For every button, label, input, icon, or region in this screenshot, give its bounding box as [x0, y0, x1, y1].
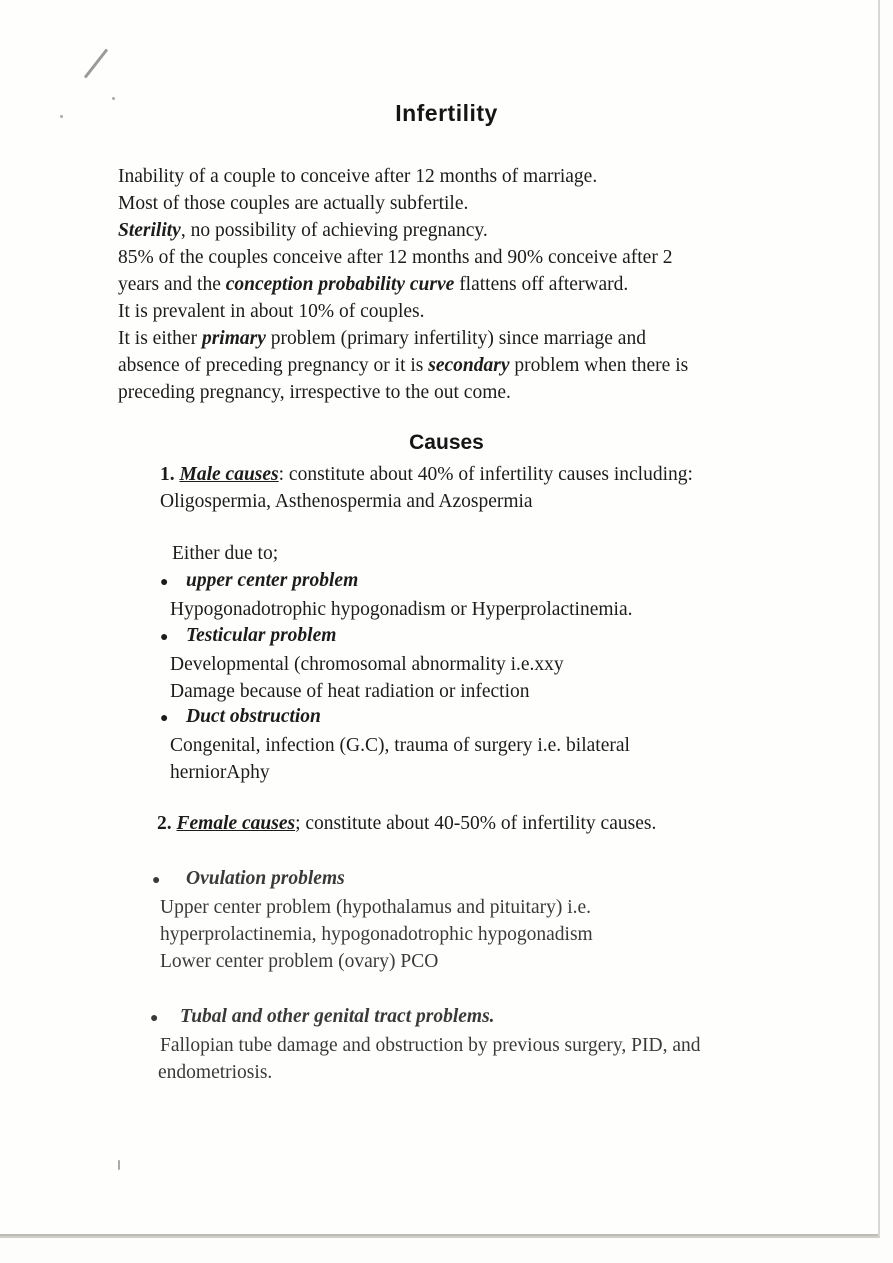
bullet-icon: ● [160, 630, 169, 645]
bullet-title: Ovulation problems [186, 868, 345, 889]
bullet-line: Damage because of heat radiation or infection [170, 681, 530, 702]
bullet-title: Testicular problem [186, 625, 337, 646]
intro-line: preceding pregnancy, irrespective to the out come. [118, 382, 511, 403]
female-causes-section [157, 810, 847, 837]
intro-text: absence of preceding pregnancy or it is [118, 355, 429, 376]
bullet-line: Upper center problem (hypothalamus and pituitary) i.e. [160, 897, 592, 918]
bullet-title: Duct obstruction [186, 706, 321, 727]
page-title: Infertility [395, 100, 498, 126]
intro-line [118, 217, 808, 244]
intro-line [118, 325, 808, 352]
male-cause-item [160, 703, 840, 786]
bullet-icon: ● [150, 1011, 159, 1026]
section-number: 1. [160, 464, 180, 485]
intro-text: , no possibility of achieving pregnancy. [180, 220, 488, 241]
bullet-icon: ● [152, 873, 161, 888]
bullet-line: Hypogonadotrophic hypogonadism or Hyperprolactinemia. [170, 599, 633, 620]
intro-text: years and the [118, 274, 226, 295]
bullet-title: Tubal and other genital tract problems. [180, 1006, 495, 1027]
bullet-line: Congenital, infection (G.C), trauma of surgery i.e. bilateral [170, 735, 630, 756]
bullet-heading [160, 622, 840, 651]
either-due-to: Either due to; [172, 543, 279, 564]
bullet-line: Fallopian tube damage and obstruction by previous surgery, PID, and [160, 1035, 701, 1056]
bullet-icon: ● [160, 711, 169, 726]
intro-text: problem when there is [509, 355, 689, 376]
male-causes-heading [160, 461, 850, 488]
intro-line [118, 271, 808, 298]
intro-text: It is either [118, 328, 202, 349]
intro-line: It is prevalent in about 10% of couples. [118, 301, 425, 322]
bullet-line: endometriosis. [158, 1062, 273, 1083]
female-causes-heading [157, 810, 847, 837]
causes-heading: Causes [409, 431, 484, 454]
section-number: 2. [157, 813, 177, 834]
female-causes-label: Female causes [176, 813, 296, 834]
intro-line [118, 352, 808, 379]
female-cause-item [152, 865, 842, 975]
male-cause-item [160, 622, 840, 705]
female-cause-item [150, 1003, 850, 1086]
pen-mark-decoration [84, 48, 109, 78]
female-causes-text: ; constitute about 40-50% of infertility causes. [295, 813, 657, 834]
male-causes-types: Oligospermia, Asthenospermia and Azospermia [160, 491, 533, 512]
intro-line: Inability of a couple to conceive after 12 months of marriage. [118, 166, 598, 187]
intro-text: problem (primary infertility) since marriage and [265, 328, 646, 349]
male-causes-section [160, 461, 850, 515]
bullet-heading [152, 865, 842, 894]
bullet-icon: ● [160, 575, 169, 590]
male-causes-text: : constitute about 40% of infertility causes including: [278, 464, 693, 485]
intro-line: 85% of the couples conceive after 12 months and 90% conceive after 2 [118, 247, 673, 268]
speck-decoration [118, 1160, 120, 1170]
conception-curve-term: conception probability curve [225, 274, 455, 295]
bullet-heading [160, 703, 840, 732]
bullet-line: Developmental (chromosomal abnormality i.e.xxy [170, 654, 564, 675]
sterility-term: Sterility [118, 220, 181, 241]
intro-text: flattens off afterward. [454, 274, 629, 295]
male-cause-item [160, 567, 840, 623]
bullet-line: Lower center problem (ovary) PCO [160, 951, 439, 972]
page-edge-line [0, 1234, 878, 1236]
bullet-line: hyperprolactinemia, hypogonadotrophic hypogonadism [160, 924, 593, 945]
intro-paragraph [118, 163, 808, 406]
bullet-heading [160, 567, 840, 596]
bullet-title: upper center problem [186, 570, 359, 591]
intro-line: Most of those couples are actually subfertile. [118, 193, 469, 214]
bullet-line: herniorAphy [170, 762, 270, 783]
secondary-term: secondary [428, 355, 510, 376]
bullet-heading [150, 1003, 850, 1032]
male-causes-label: Male causes [179, 464, 279, 485]
primary-term: primary [201, 328, 266, 349]
